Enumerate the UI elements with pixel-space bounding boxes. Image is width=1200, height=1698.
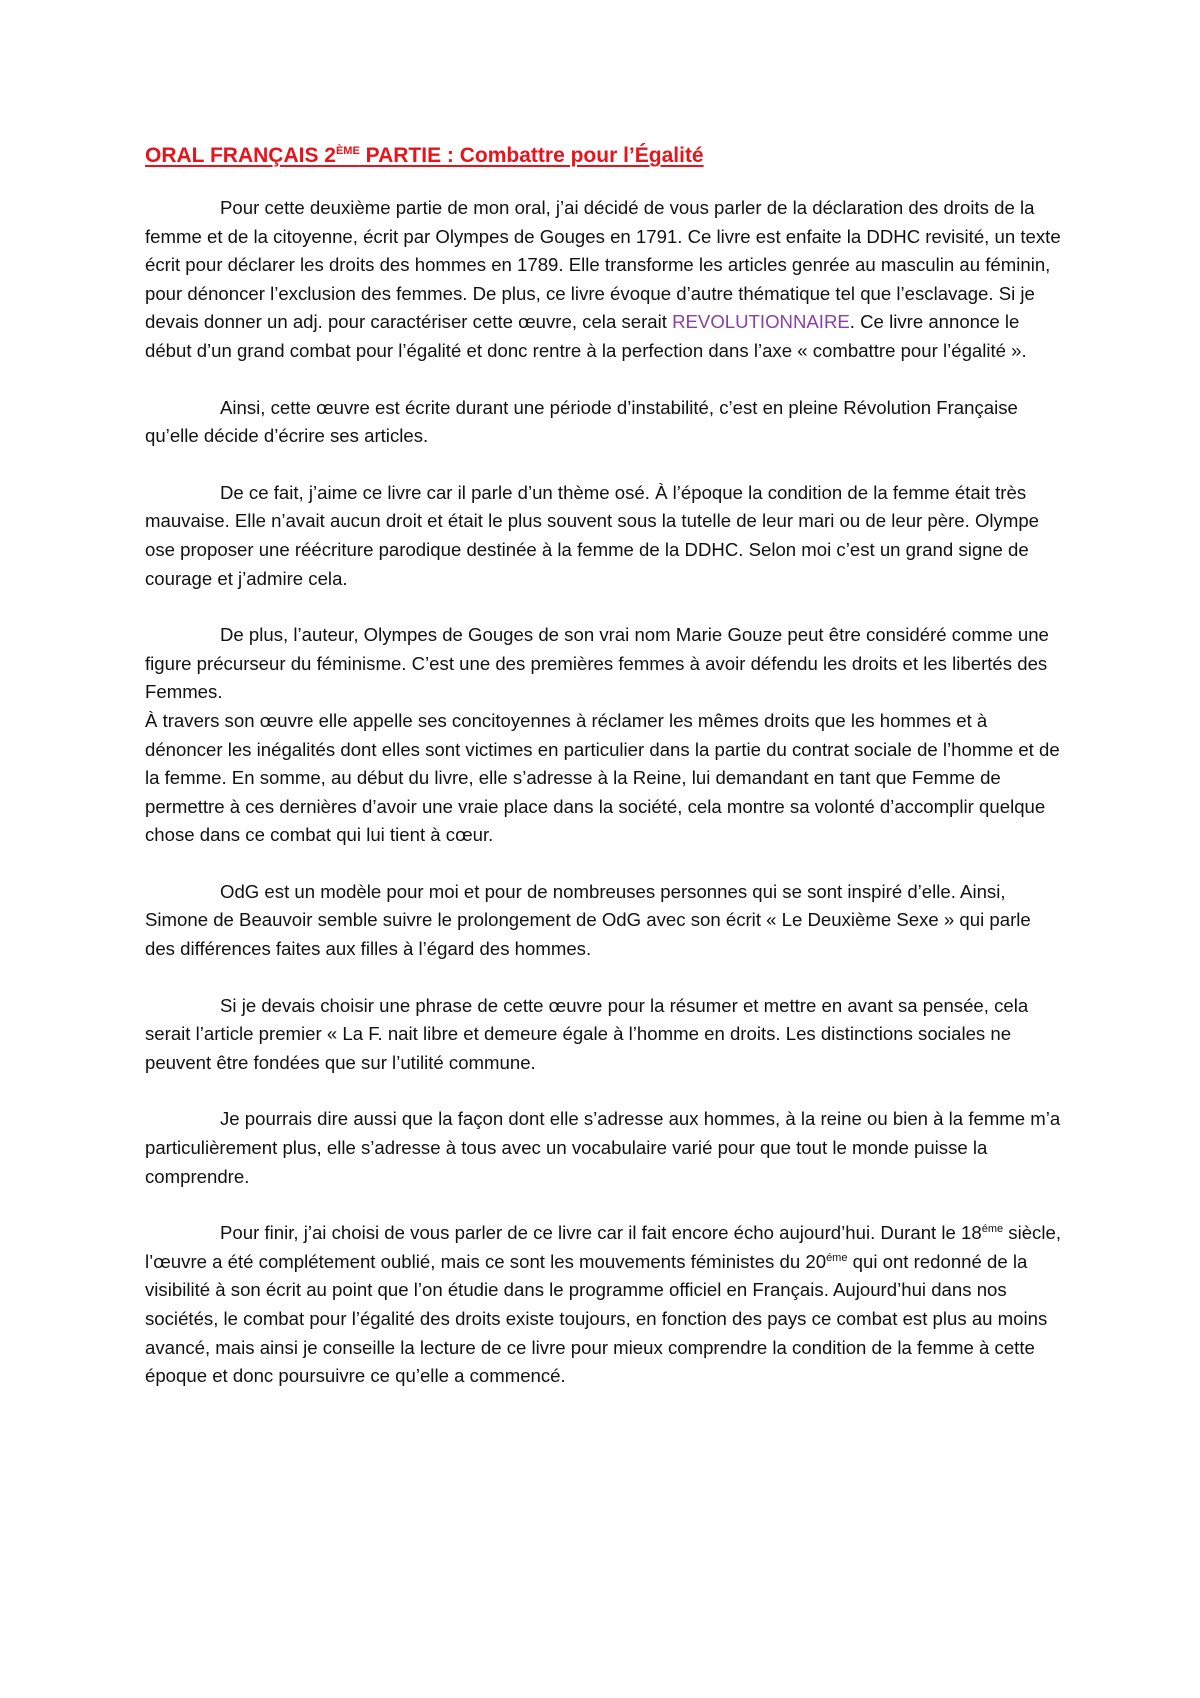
paragraph-context: Ainsi, cette œuvre est écrite durant une période d’instabilité, c’est en pleine Révolution Française qu’elle décide d’écrire ses articles. xyxy=(145,396,1018,447)
paragraph-influence: OdG est un modèle pour moi et pour de nombreuses personnes qui se sont inspiré d’elle. Ainsi, Simone de Beauvoir semble suivre le prolongement de OdG avec son écrit « Le Deuxième Sexe » qui parle des différences faites aux filles à l’égard des hommes. xyxy=(145,880,1031,960)
paragraph-style: Je pourrais dire aussi que la façon dont elle s’adresse aux hommes, à la reine ou bien à la femme m’a particulièrement plus, elle s’adresse à tous avec un vocabulaire varié pour que tout le monde puisse la comprendre. xyxy=(145,1108,1061,1187)
paragraph-quote: Si je devais choisir une phrase de cette œuvre pour la résumer et mettre en avant sa pensée, cela serait l’article premier « La F. nait libre et demeure égale à l’homme en droits. Les distinctions sociales ne peuvent être fondées que sur l’utilité commune. xyxy=(145,994,1029,1073)
highlight-revolutionnaire: REVOLUTIONNAIRE xyxy=(672,311,850,333)
paragraph-introduction xyxy=(145,194,1065,366)
document-body xyxy=(145,140,1065,1419)
paragraph-conclusion xyxy=(145,1219,1065,1391)
paragraph-theme: De ce fait, j’aime ce livre car il parle d’un thème osé. À l’époque la condition de la femme était très mauvaise. Elle n’avait aucun droit et était le plus souvent sous la tutelle de leur mari ou de leur père. Olympe ose proposer une réécriture parodique destinée à la femme de la DDHC. Selon moi c’est un grand signe de courage et j’admire cela. xyxy=(145,481,1040,589)
paragraph-author-continued: À travers son œuvre elle appelle ses concitoyennes à réclamer les mêmes droits que les hommes et à dénoncer les inégalités dont elles sont victimes en particulier dans la partie du contrat sociale de l’homme et de la femme. En somme, au début du livre, elle s’adresse à la Reine, lui demandant en tant que Femme de permettre à ces dernières d’avoir une vraie place dans la société, cela montre sa volonté d’accomplir quelque chose dans ce combat qui lui tient à cœur. xyxy=(145,709,1060,846)
title-superscript: ÈME xyxy=(335,145,360,157)
ordinal-superscript-20: éme xyxy=(826,1251,848,1264)
paragraph-1-text-a: Pour cette deuxième partie de mon oral, j’ai décidé de vous parler de la déclaration des droits de la femme et de la citoyenne, écrit par Olympes de Gouges en 1791. Ce livre est enfaite la DDHC revisité, un texte écrit pour déclarer les droits des hommes en 1789. Elle transforme les articles genrée au masculin au féminin, pour dénoncer l’exclusion des femmes. De plus, ce livre évoque d’autre thématique tel que l’esclavage. Si je devais donner un adj. pour caractériser cette œuvre, cela serait xyxy=(145,197,1061,333)
paragraph-1-text-b: . Ce livre annonce le début d’un grand combat pour l’égalité et donc rentre à la perfection dans l’axe « combattre pour l’égalité ». xyxy=(145,311,1027,361)
paragraph-9-text-c: qui ont redonné de la visibilité à son écrit au point que l’on étudie dans le programme officiel en Français. Aujourd’hui dans nos sociétés, le combat pour l’égalité des droits existe toujours, en fonction des pays ce combat est plus au moins avancé, mais ainsi je conseille la lecture de ce livre pour mieux comprendre la condition de la femme à cette époque et donc poursuivre ce qu’elle a commencé. xyxy=(145,1250,1048,1387)
title-part2: PARTIE : Combattre pour l’Égalité xyxy=(359,144,704,167)
page-title xyxy=(145,140,1065,172)
paragraph-9-text-b: siècle, l’œuvre a été complétement oublié, mais ce sont les mouvements féministes du 20 xyxy=(145,1222,1061,1272)
ordinal-superscript-18: éme xyxy=(981,1223,1004,1236)
paragraph-9-text-a: Pour finir, j’ai choisi de vous parler de ce livre car il fait encore écho aujourd’hui. Durant le 18 xyxy=(220,1222,982,1244)
title-part1: ORAL FRANÇAIS 2 xyxy=(145,144,336,167)
paragraph-author: De plus, l’auteur, Olympes de Gouges de son vrai nom Marie Gouze peut être considéré comme une figure précurseur du féminisme. C’est une des premières femmes à avoir défendu les droits et les libertés des Femmes. xyxy=(145,624,1049,703)
